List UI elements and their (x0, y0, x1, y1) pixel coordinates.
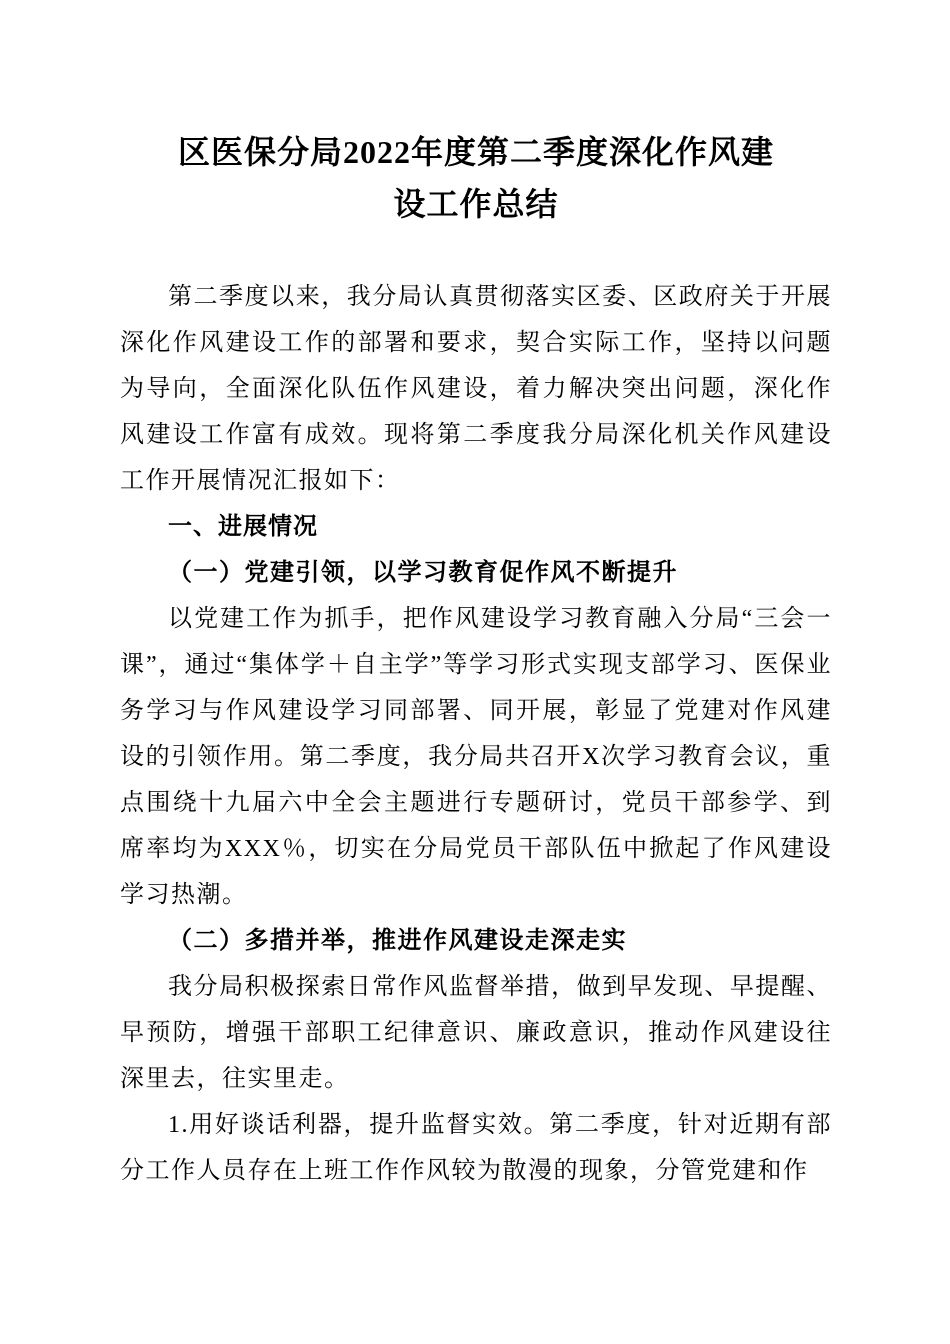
paragraph: 第二季度以来，我分局认真贯彻落实区委、区政府关于开展深化作风建设工作的部署和要求，契合实际工作，坚持以问题为导向，全面深化队伍作风建设，着力解决突出问题，深化作风建设工作富有成效。现将第二季度我分局深化机关作风建设工作开展情况汇报如下： (120, 284, 832, 494)
paragraph: 1.用好谈话利器，提升监督实效。第二季度，针对近期有部分工作人员存在上班工作作风较为散漫的现象，分管党建和作 (120, 1112, 832, 1184)
section-heading: （一）党建引领，以学习教育促作风不断提升 (168, 560, 678, 586)
section-heading: 一、进展情况 (168, 513, 318, 540)
paragraph: 以党建工作为抓手，把作风建设学习教育融入分局“三会一课”，通过“集体学＋自主学”等学习形式实现支部学习、医保业务学习与作风建设学习同部署、同开展，彰显了党建对作风建设的引领作用。第二季度，我分局共召开X次学习教育会议，重点围绕十九届六中全会主题进行专题研讨，党员干部参学、到席率均为XXX％，切实在分局党员干部队伍中掀起了作风建设学习热潮。 (120, 606, 832, 908)
document-body (120, 274, 832, 1194)
paragraph: 我分局积极探索日常作风监督举措，做到早发现、早提醒、早预防，增强干部职工纪律意识、廉政意识，推动作风建设往深里去，往实里走。 (120, 974, 832, 1092)
document-title: 区医保分局2022年度第二季度深化作风建设工作总结 (177, 134, 774, 222)
section-heading: （二）多措并举，推进作风建设走深走实 (168, 928, 627, 954)
